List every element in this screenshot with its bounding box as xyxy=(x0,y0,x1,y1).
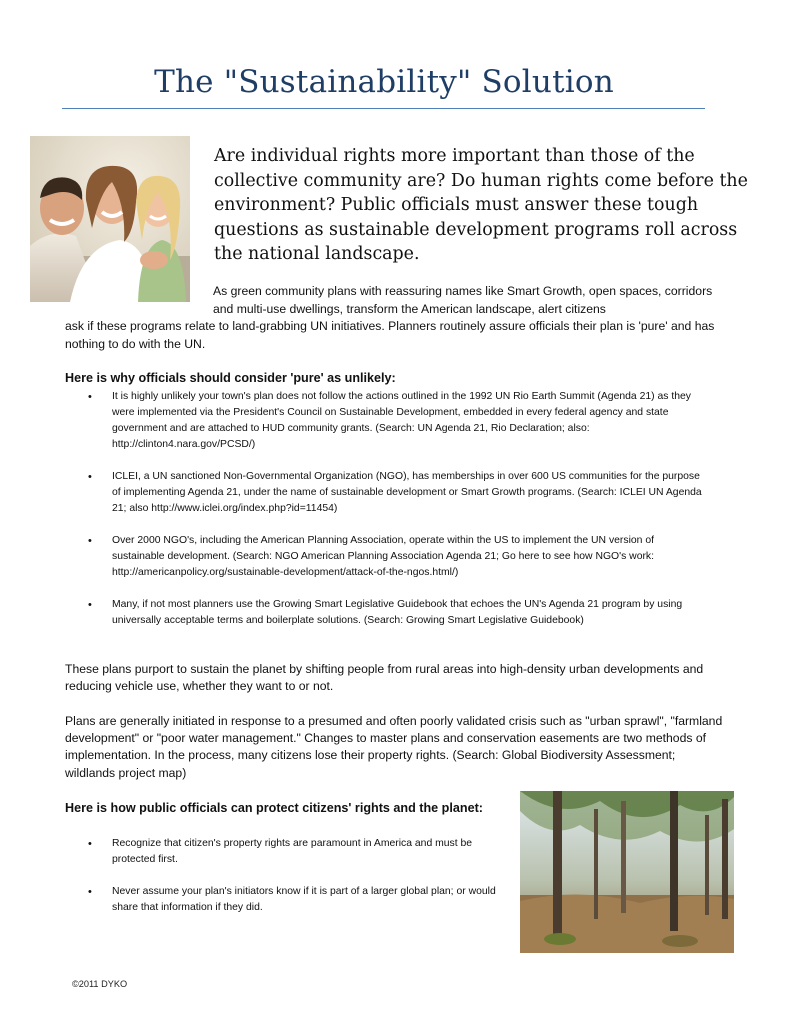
title-divider xyxy=(62,108,705,109)
bullet-dot: • xyxy=(88,886,92,898)
list-item-text: ICLEI, a UN sanctioned Non-Governmental Organization (NGO), has memberships in over 600 US communities for the purpose of implementing Agenda 21, under the name of sustainable development or Smart Growth programs. (Search: ICLEI UN Agenda 21; also http://www.iclei.org/index.php?id=11454) xyxy=(112,471,702,514)
page-title: The "Sustainability" Solution xyxy=(154,64,614,100)
forest-photo xyxy=(520,791,734,953)
list-item xyxy=(65,533,705,581)
bullet-dot: • xyxy=(88,838,92,850)
section-heading-why: Here is why officials should consider 'pure' as unlikely: xyxy=(65,371,396,385)
section-heading-how: Here is how public officials can protect citizens' rights and the planet: xyxy=(65,801,483,815)
list-item xyxy=(65,836,515,868)
paragraph-crisis: Plans are generally initiated in response to a presumed and often poorly validated crisis such as "urban sprawl", "farmland development" or "poor water management." Changes to master plans and conservation easements are two methods of implementation. In the process, many citizens lose their property rights. (Search: Global Biodiversity Assessment; wildlands project map) xyxy=(65,714,723,780)
list-item-text: Many, if not most planners use the Growing Smart Legislative Guidebook that echoes the UN's Agenda 21 program by using universally acceptable terms and boilerplate solutions. (Search: Growing Smart Legislative Guidebook) xyxy=(112,599,683,626)
list-item xyxy=(65,389,705,453)
list-item-text: Recognize that citizen's property rights are paramount in America and must be protected first. xyxy=(112,838,473,865)
intro-text-indented: As green community plans with reassuring names like Smart Growth, open spaces, corridors and multi-use dwellings, transform the American landscape, alert citizens xyxy=(213,284,713,316)
list-item xyxy=(65,469,705,517)
bullet-list-how xyxy=(65,836,515,916)
family-photo xyxy=(30,136,190,302)
list-item-text: Over 2000 NGO's, including the American Planning Association, operate within the US to implement the UN version of sustainable development. (Search: NGO American Planning Association Agenda 21; Go here to see how NGO's work: http://americanpolicy.org/sustainable-development/attack-of-the-ngos.html/) xyxy=(112,535,655,578)
list-item xyxy=(65,884,515,916)
bullet-dot: • xyxy=(88,391,92,403)
bullet-dot: • xyxy=(88,599,92,611)
paragraph-sustain: These plans purport to sustain the planet by shifting people from rural areas into high-density urban developments and reducing vehicle use, whether they want to or not. xyxy=(65,662,704,694)
bullet-dot: • xyxy=(88,471,92,483)
list-item xyxy=(65,597,705,629)
bullet-list-why xyxy=(65,389,705,629)
copyright-footer: ©2011 DYKO xyxy=(72,979,128,989)
intro-text: ask if these programs relate to land-grabbing UN initiatives. Planners routinely assure officials their plan is 'pure' and has nothing to do with the UN. xyxy=(65,319,715,351)
list-item-text: Never assume your plan's initiators know if it is part of a larger global plan; or would share that information if they did. xyxy=(112,886,496,913)
lead-question: Are individual rights more important than those of the collective community are? Do human rights come before the environment? Public officials must answer these tough questions as sustainable development programs roll across the national landscape. xyxy=(214,146,748,264)
bullet-dot: • xyxy=(88,535,92,547)
list-item-text: It is highly unlikely your town's plan does not follow the actions outlined in the 1992 UN Rio Earth Summit (Agenda 21) as they were implemented via the President's Council on Sustainable Development, embedded in every federal agency and state government and are attached to HUD community grants. (Search: UN Agenda 21, Rio Declaration; also: http://clinton4.nara.gov/PCSD/) xyxy=(112,391,691,450)
